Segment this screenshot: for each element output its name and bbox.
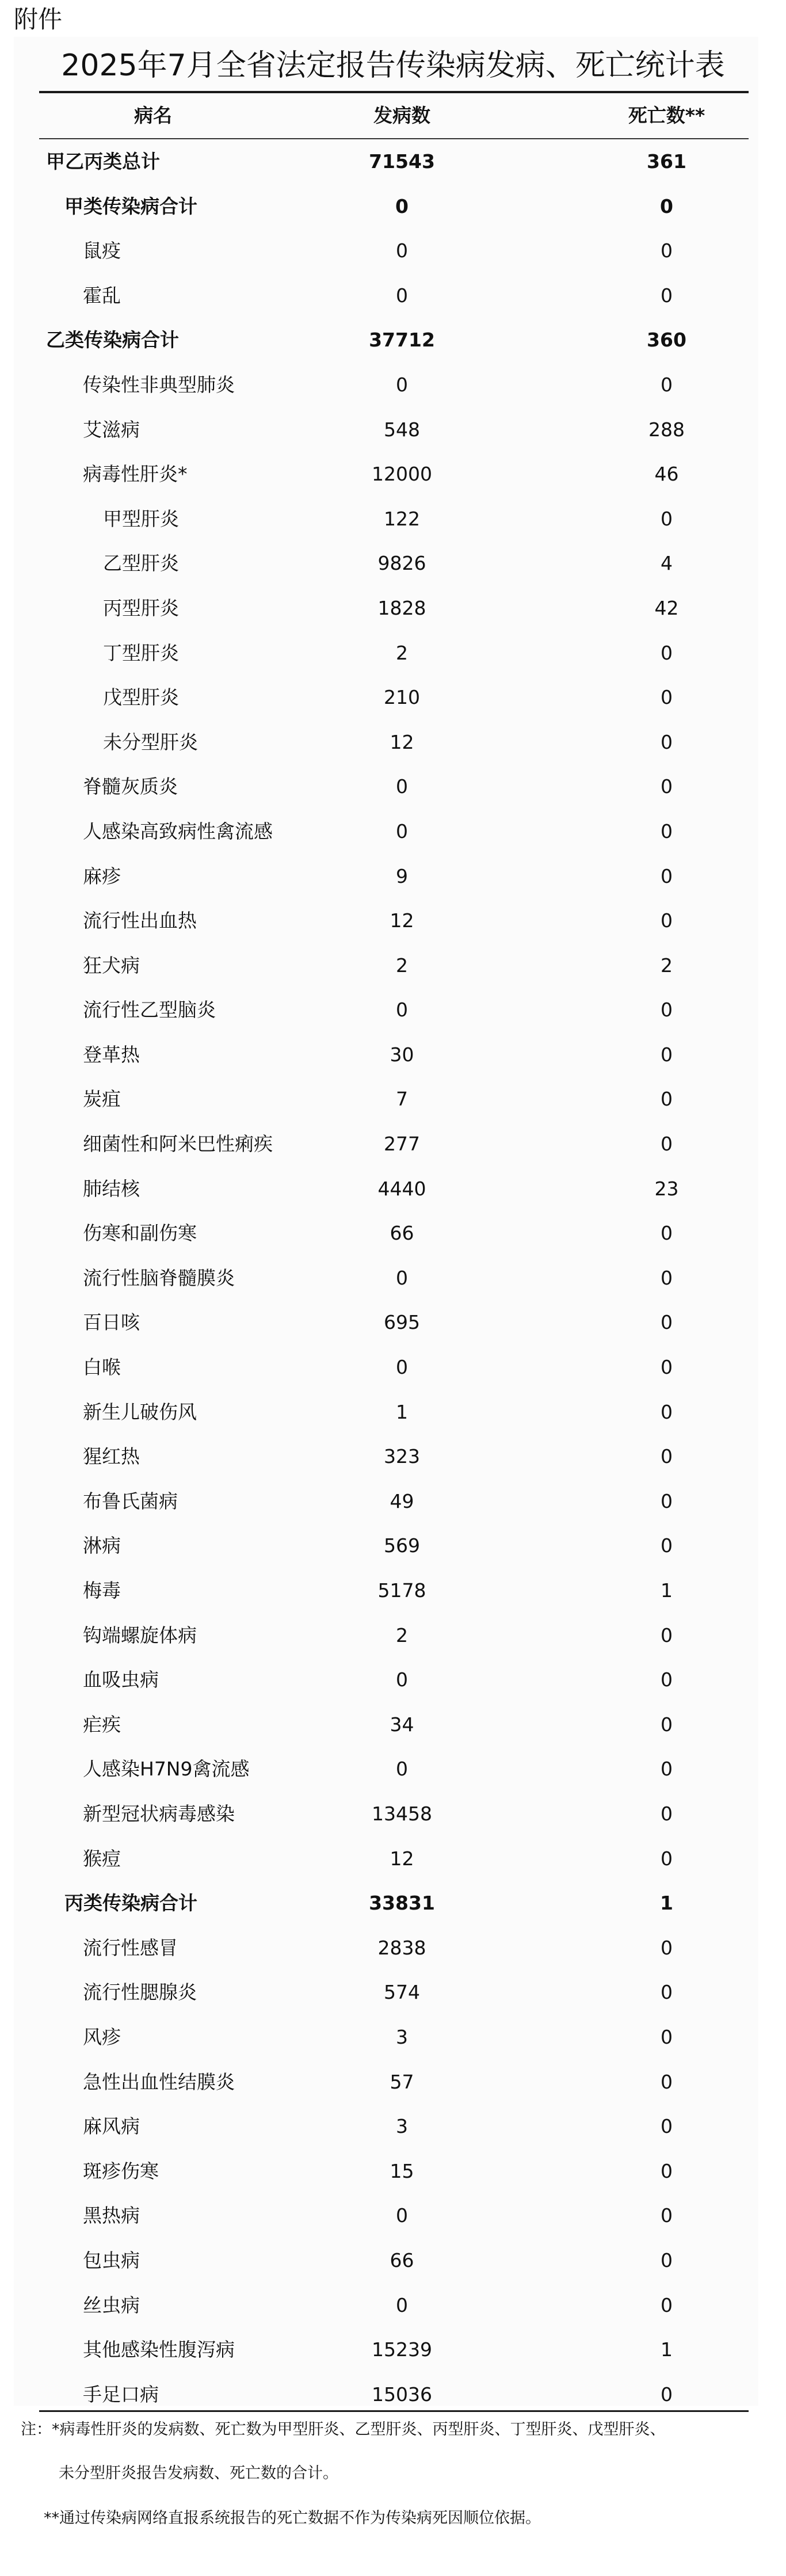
- cases-cell: 0: [396, 1356, 408, 1379]
- disease-name-cell: 梅毒: [83, 1579, 121, 1602]
- table-row: [39, 1568, 749, 1613]
- cases-cell: 12000: [372, 463, 432, 486]
- deaths-cell: 0: [661, 1445, 673, 1468]
- table-row: [39, 1970, 749, 2015]
- table-row: [39, 2149, 749, 2194]
- deaths-cell: 0: [661, 1981, 673, 2004]
- cases-cell: 323: [384, 1445, 420, 1468]
- deaths-cell: 0: [661, 507, 673, 530]
- disease-name-cell: 登革热: [83, 1043, 140, 1066]
- cases-cell: 277: [384, 1133, 420, 1156]
- cases-cell: 0: [396, 1668, 408, 1691]
- disease-name-cell: 甲类传染病合计: [64, 195, 197, 218]
- disease-name-cell: 丝虫病: [83, 2293, 140, 2316]
- cases-cell: 569: [384, 1534, 420, 1557]
- disease-name-cell: 麻风病: [83, 2115, 140, 2138]
- deaths-cell: 0: [661, 373, 673, 396]
- disease-name-cell: 未分型肝炎: [103, 730, 198, 753]
- deaths-cell: 42: [654, 596, 679, 619]
- cases-cell: 13458: [372, 1802, 432, 1825]
- deaths-cell: 0: [661, 1266, 673, 1289]
- table-row: [39, 1032, 749, 1077]
- table-body: [39, 139, 749, 2417]
- table-row: [39, 1077, 749, 1122]
- deaths-cell: 360: [647, 329, 686, 352]
- cases-cell: 210: [384, 686, 420, 709]
- deaths-cell: 0: [661, 1847, 673, 1870]
- table-row: [39, 1792, 749, 1836]
- table-row: [39, 139, 749, 184]
- deaths-cell: 0: [661, 1356, 673, 1379]
- deaths-cell: 0: [660, 195, 673, 218]
- cases-cell: 1: [396, 1400, 408, 1423]
- disease-name-cell: 斑疹伤寒: [83, 2159, 159, 2182]
- deaths-cell: 1: [661, 1579, 673, 1602]
- disease-name-cell: 人感染高致病性禽流感: [83, 820, 273, 843]
- table-row: [39, 1434, 749, 1479]
- cases-cell: 0: [396, 775, 408, 798]
- cases-cell: 1828: [377, 596, 426, 619]
- disease-name-cell: 病毒性肝炎*: [83, 463, 188, 486]
- table-row: [39, 1122, 749, 1167]
- table-row: [39, 675, 749, 720]
- cases-cell: 4440: [377, 1177, 426, 1200]
- cases-cell: 2: [396, 954, 408, 977]
- table-row: [39, 184, 749, 229]
- disease-name-cell: 白喉: [83, 1356, 121, 1379]
- disease-name-cell: 新生儿破伤风: [83, 1400, 197, 1423]
- deaths-cell: 0: [661, 1534, 673, 1557]
- deaths-cell: 1: [661, 2338, 673, 2361]
- table-row: [39, 1390, 749, 1435]
- table-row: [39, 2193, 749, 2238]
- cases-cell: 9826: [377, 552, 426, 575]
- deaths-cell: 0: [661, 820, 673, 843]
- disease-name-cell: 布鲁氏菌病: [83, 1489, 178, 1512]
- deaths-cell: 0: [661, 1222, 673, 1245]
- disease-name-cell: 流行性感冒: [83, 1936, 178, 1959]
- header-disease-name: 病名: [134, 104, 172, 127]
- disease-name-cell: 流行性乙型脑炎: [83, 999, 216, 1022]
- table-row: [39, 1702, 749, 1747]
- disease-name-cell: 肺结核: [83, 1177, 140, 1200]
- disease-name-cell: 戊型肝炎: [103, 686, 179, 709]
- table-row: [39, 854, 749, 899]
- disease-name-cell: 乙型肝炎: [103, 552, 179, 575]
- table-row: [39, 1300, 749, 1345]
- disease-name-cell: 细菌性和阿米巴性痢疾: [83, 1133, 273, 1156]
- footnote-line-1: 注：*病毒性肝炎的发病数、死亡数为甲型肝炎、乙型肝炎、丙型肝炎、丁型肝炎、戊型肝炎、: [21, 2421, 666, 2438]
- table-row: [39, 1345, 749, 1390]
- deaths-cell: 0: [661, 1043, 673, 1066]
- disease-name-cell: 血吸虫病: [83, 1668, 159, 1691]
- table-row: [39, 988, 749, 1032]
- table-row: [39, 586, 749, 631]
- deaths-cell: 0: [661, 1624, 673, 1647]
- deaths-cell: 0: [661, 1489, 673, 1512]
- table-header: [39, 93, 749, 138]
- deaths-cell: 361: [647, 150, 686, 173]
- table-row: [39, 228, 749, 273]
- table-row: [39, 273, 749, 318]
- cases-cell: 2: [396, 1624, 408, 1647]
- cases-cell: 0: [396, 999, 408, 1022]
- disease-name-cell: 传染性非典型肺炎: [83, 373, 235, 396]
- deaths-cell: 0: [661, 2070, 673, 2093]
- table-row: [39, 363, 749, 407]
- cases-cell: 2: [396, 641, 408, 664]
- cases-cell: 37712: [369, 329, 435, 352]
- cases-cell: 0: [396, 1758, 408, 1781]
- cases-cell: 15: [390, 2159, 414, 2182]
- footnote-line-2: 未分型肝炎报告发病数、死亡数的合计。: [59, 2464, 338, 2482]
- cases-cell: 12: [390, 909, 414, 932]
- disease-name-cell: 百日咳: [83, 1311, 140, 1334]
- disease-name-cell: 钩端螺旋体病: [83, 1624, 197, 1647]
- deaths-cell: 0: [661, 641, 673, 664]
- deaths-cell: 0: [661, 1802, 673, 1825]
- disease-name-cell: 黑热病: [83, 2204, 140, 2227]
- table-bottom-rule: [39, 2410, 749, 2412]
- cases-cell: 0: [396, 820, 408, 843]
- deaths-cell: 46: [654, 463, 679, 486]
- table-row: [39, 2327, 749, 2372]
- disease-name-cell: 狂犬病: [83, 954, 140, 977]
- disease-name-cell: 丙类传染病合计: [64, 1892, 197, 1915]
- disease-name-cell: 甲乙丙类总计: [46, 150, 160, 173]
- table-row: [39, 1836, 749, 1881]
- table-row: [39, 1747, 749, 1792]
- table-row: [39, 1926, 749, 1971]
- disease-name-cell: 猩红热: [83, 1445, 140, 1468]
- deaths-cell: 0: [661, 909, 673, 932]
- cases-cell: 57: [390, 2070, 414, 2093]
- cases-cell: 12: [390, 1847, 414, 1870]
- table-row: [39, 1256, 749, 1301]
- disease-name-cell: 流行性腮腺炎: [83, 1981, 197, 2004]
- table-row: [39, 1523, 749, 1568]
- table-row: [39, 1613, 749, 1658]
- disease-name-cell: 脊髓灰质炎: [83, 775, 178, 798]
- cases-cell: 49: [390, 1489, 414, 1512]
- disease-name-cell: 流行性脑脊髓膜炎: [83, 1266, 235, 1289]
- disease-name-cell: 淋病: [83, 1534, 121, 1557]
- header-deaths: 死亡数**: [628, 104, 705, 127]
- deaths-cell: 0: [661, 1713, 673, 1736]
- cases-cell: 15036: [372, 2383, 432, 2406]
- deaths-cell: 288: [648, 418, 685, 441]
- table-row: [39, 541, 749, 586]
- cases-cell: 15239: [372, 2338, 432, 2361]
- deaths-cell: 0: [661, 2204, 673, 2227]
- deaths-cell: 0: [661, 2115, 673, 2138]
- table-row: [39, 407, 749, 452]
- disease-name-cell: 人感染H7N9禽流感: [83, 1758, 250, 1781]
- disease-name-cell: 手足口病: [83, 2383, 159, 2406]
- attachment-label: 附件: [14, 5, 63, 33]
- table-row: [39, 809, 749, 854]
- table-row: [39, 898, 749, 943]
- table-row: [39, 497, 749, 542]
- cases-cell: 2838: [377, 1936, 426, 1959]
- deaths-cell: 0: [661, 2293, 673, 2316]
- deaths-cell: 2: [661, 954, 673, 977]
- cases-cell: 34: [390, 1713, 414, 1736]
- table-row: [39, 1211, 749, 1256]
- deaths-cell: 0: [661, 1311, 673, 1334]
- table-row: [39, 764, 749, 809]
- disease-name-cell: 急性出血性结膜炎: [83, 2070, 235, 2093]
- deaths-cell: 0: [661, 1400, 673, 1423]
- cases-cell: 695: [384, 1311, 420, 1334]
- disease-name-cell: 流行性出血热: [83, 909, 197, 932]
- disease-name-cell: 丁型肝炎: [103, 641, 179, 664]
- cases-cell: 574: [384, 1981, 420, 2004]
- table-row: [39, 452, 749, 497]
- cases-cell: 5178: [377, 1579, 426, 1602]
- table-row: [39, 2015, 749, 2060]
- header-cases: 发病数: [373, 104, 430, 127]
- table-row: [39, 1167, 749, 1211]
- deaths-cell: 0: [661, 239, 673, 262]
- table-row: [39, 1881, 749, 1926]
- cases-cell: 33831: [369, 1892, 435, 1915]
- deaths-cell: 0: [661, 1936, 673, 1959]
- cases-cell: 0: [396, 2293, 408, 2316]
- deaths-cell: 0: [661, 2383, 673, 2406]
- cases-cell: 3: [396, 2025, 408, 2048]
- deaths-cell: 0: [661, 2249, 673, 2272]
- disease-name-cell: 丙型肝炎: [103, 596, 179, 619]
- table-row: [39, 318, 749, 363]
- deaths-cell: 1: [660, 1892, 673, 1915]
- cases-cell: 9: [396, 864, 408, 887]
- disease-name-cell: 乙类传染病合计: [46, 329, 179, 352]
- cases-cell: 548: [384, 418, 420, 441]
- deaths-cell: 0: [661, 1758, 673, 1781]
- deaths-cell: 0: [661, 284, 673, 307]
- cases-cell: 0: [396, 373, 408, 396]
- cases-cell: 122: [384, 507, 420, 530]
- cases-cell: 3: [396, 2115, 408, 2138]
- deaths-cell: 0: [661, 730, 673, 753]
- cases-cell: 66: [390, 2249, 414, 2272]
- deaths-cell: 0: [661, 864, 673, 887]
- deaths-cell: 0: [661, 775, 673, 798]
- cases-cell: 7: [396, 1088, 408, 1111]
- table-row: [39, 2283, 749, 2328]
- disease-name-cell: 鼠疫: [83, 239, 121, 262]
- cases-cell: 71543: [369, 150, 435, 173]
- disease-name-cell: 艾滋病: [83, 418, 140, 441]
- cases-cell: 0: [396, 284, 408, 307]
- cases-cell: 0: [396, 239, 408, 262]
- deaths-cell: 0: [661, 1088, 673, 1111]
- disease-name-cell: 麻疹: [83, 864, 121, 887]
- deaths-cell: 0: [661, 1668, 673, 1691]
- deaths-cell: 23: [654, 1177, 679, 1200]
- cases-cell: 0: [395, 195, 409, 218]
- table-row: [39, 943, 749, 988]
- disease-name-cell: 新型冠状病毒感染: [83, 1802, 235, 1825]
- table-row: [39, 2104, 749, 2149]
- disease-name-cell: 猴痘: [83, 1847, 121, 1870]
- table-row: [39, 631, 749, 676]
- deaths-cell: 0: [661, 686, 673, 709]
- deaths-cell: 0: [661, 1133, 673, 1156]
- disease-name-cell: 疟疾: [83, 1713, 121, 1736]
- disease-name-cell: 炭疽: [83, 1088, 121, 1111]
- disease-name-cell: 霍乱: [83, 284, 121, 307]
- disease-name-cell: 伤寒和副伤寒: [83, 1222, 197, 1245]
- table-row: [39, 1479, 749, 1524]
- cases-cell: 12: [390, 730, 414, 753]
- deaths-cell: 4: [661, 552, 673, 575]
- disease-name-cell: 风疹: [83, 2025, 121, 2048]
- deaths-cell: 0: [661, 2025, 673, 2048]
- disease-name-cell: 包虫病: [83, 2249, 140, 2272]
- table-row: [39, 2060, 749, 2105]
- disease-name-cell: 其他感染性腹泻病: [83, 2338, 235, 2361]
- table-row: [39, 720, 749, 765]
- footnote-line-3: **通过传染病网络直报系统报告的死亡数据不作为传染病死因顺位依据。: [44, 2509, 541, 2527]
- deaths-cell: 0: [661, 999, 673, 1022]
- cases-cell: 0: [396, 1266, 408, 1289]
- page-title: 2025年7月全省法定报告传染病发病、死亡统计表: [61, 48, 725, 83]
- cases-cell: 30: [390, 1043, 414, 1066]
- deaths-cell: 0: [661, 2159, 673, 2182]
- disease-name-cell: 甲型肝炎: [103, 507, 179, 530]
- cases-cell: 0: [396, 2204, 408, 2227]
- table-row: [39, 1657, 749, 1702]
- table-row: [39, 2238, 749, 2283]
- cases-cell: 66: [390, 1222, 414, 1245]
